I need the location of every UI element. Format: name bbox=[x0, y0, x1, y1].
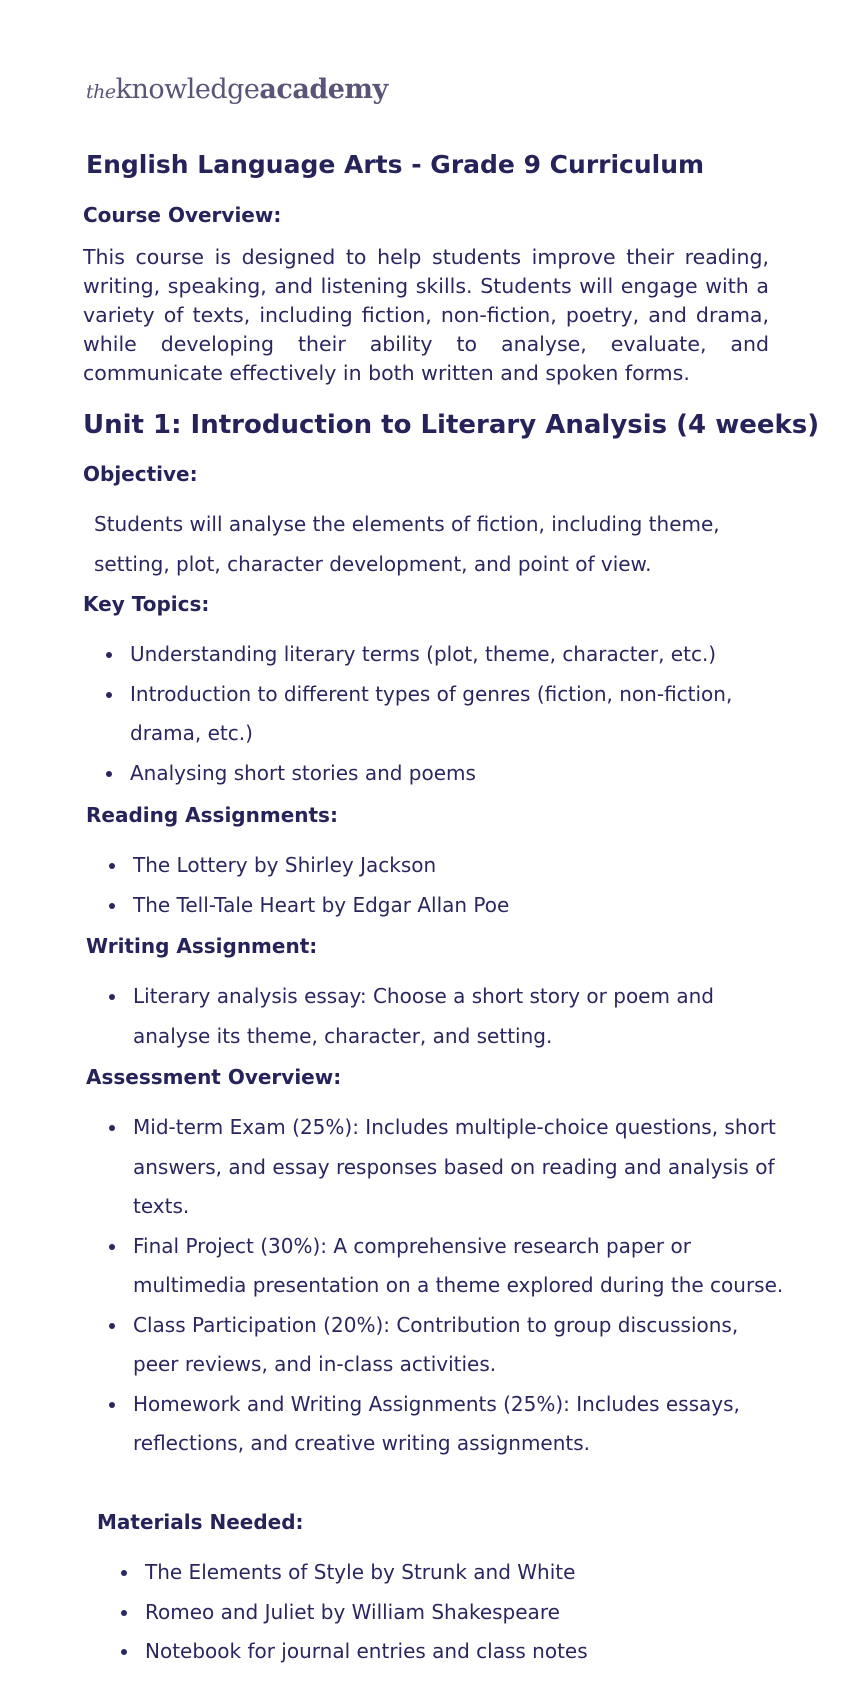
course-overview-label: Course Overview: bbox=[83, 203, 282, 227]
objective-label: Objective: bbox=[83, 462, 198, 486]
list-item: Analysing short stories and poems bbox=[106, 754, 776, 794]
brand-logo bbox=[86, 74, 388, 105]
list-item: Literary analysis essay: Choose a short story or poem and analyse its theme, character, and setting. bbox=[109, 977, 779, 1056]
logo-academy: academy bbox=[259, 74, 388, 105]
materials-list bbox=[121, 1553, 781, 1672]
assessment-overview-label: Assessment Overview: bbox=[86, 1065, 342, 1089]
list-item: Introduction to different types of genres (fiction, non-fiction, drama, etc.) bbox=[106, 675, 776, 754]
course-overview-text: This course is designed to help students improve their reading, writing, speaking, and listening skills. Students will engage with a variety of texts, including fiction, non-fiction, poetry, and drama, while developing their ability to analyse, evaluate, and communicate effectively in both written and spoken forms. bbox=[83, 245, 769, 385]
list-item: Class Participation (20%): Contribution to group discussions, peer reviews, and in-class activities. bbox=[109, 1306, 789, 1385]
list-item: The Lottery by Shirley Jackson bbox=[109, 846, 779, 886]
list-item: Understanding literary terms (plot, theme, character, etc.) bbox=[106, 635, 776, 675]
list-item: Romeo and Juliet by William Shakespeare bbox=[121, 1593, 781, 1633]
objective-text: Students will analyse the elements of fiction, including theme, setting, plot, character development, and point of view. bbox=[94, 512, 720, 576]
list-item: Homework and Writing Assignments (25%): Includes essays, reflections, and creative writing assignments. bbox=[109, 1385, 789, 1464]
writing-assignment-list bbox=[109, 977, 779, 1056]
writing-assignment-label: Writing Assignment: bbox=[86, 934, 318, 958]
key-topics-label: Key Topics: bbox=[83, 592, 210, 616]
assessment-list bbox=[109, 1108, 789, 1464]
logo-knowledge: knowledge bbox=[115, 74, 260, 105]
list-item: Final Project (30%): A comprehensive research paper or multimedia presentation on a theme explored during the course. bbox=[109, 1227, 789, 1306]
reading-assignments-label: Reading Assignments: bbox=[86, 803, 338, 827]
list-item: The Tell-Tale Heart by Edgar Allan Poe bbox=[109, 886, 779, 926]
key-topics-list bbox=[106, 635, 776, 793]
list-item: Mid-term Exam (25%): Includes multiple-choice questions, short answers, and essay responses based on reading and analysis of texts. bbox=[109, 1108, 789, 1227]
reading-assignments-list bbox=[109, 846, 779, 925]
materials-needed-label: Materials Needed: bbox=[97, 1510, 304, 1534]
unit-title: Unit 1: Introduction to Literary Analysis (4 weeks) bbox=[83, 410, 820, 440]
logo-prefix: the bbox=[86, 81, 116, 103]
list-item: Notebook for journal entries and class notes bbox=[121, 1632, 781, 1672]
document-title: English Language Arts - Grade 9 Curriculum bbox=[86, 150, 705, 179]
list-item: The Elements of Style by Strunk and White bbox=[121, 1553, 781, 1593]
